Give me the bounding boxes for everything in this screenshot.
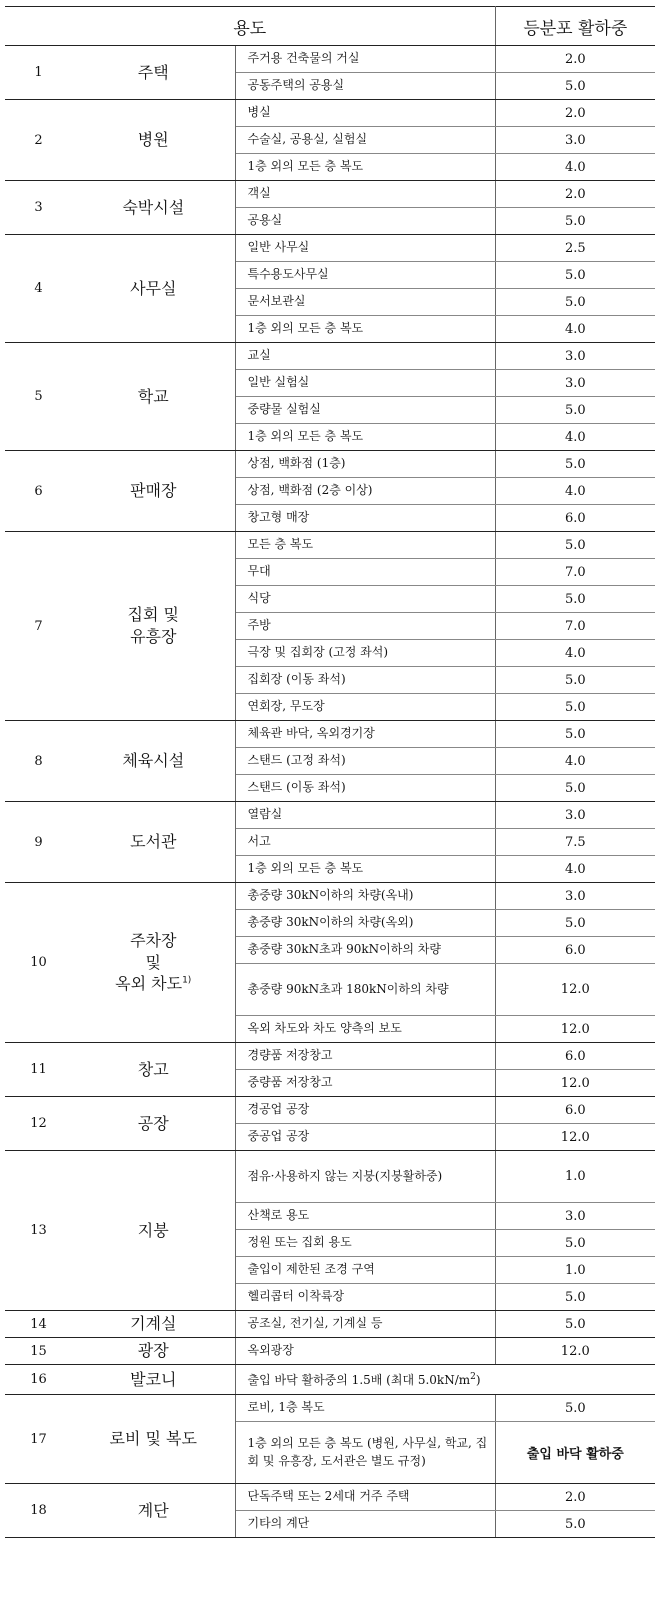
load-value: 1.0 — [495, 1151, 655, 1203]
group-name-text: 판매장 — [130, 481, 177, 501]
use-cell: 상점, 백화점 (1층) — [235, 451, 495, 478]
table-row — [5, 721, 655, 748]
row-number: 3 — [5, 181, 72, 235]
row-number: 6 — [5, 451, 72, 532]
wide-text: 출입 바닥 활하중의 1.5배 (최대 5.0kN/m — [247, 1373, 471, 1387]
use-cell: 1층 외의 모든 층 복도 — [235, 424, 495, 451]
table-header — [5, 7, 655, 46]
load-value: 4.0 — [495, 478, 655, 505]
use-cell: 중량물 실험실 — [235, 397, 495, 424]
load-value: 7.5 — [495, 829, 655, 856]
load-value: 12.0 — [495, 964, 655, 1016]
use-cell: 경량품 저장창고 — [235, 1043, 495, 1070]
use-cell: 총중량 30kN초과 90kN이하의 차량 — [235, 937, 495, 964]
load-value: 3.0 — [495, 1203, 655, 1230]
group-name — [72, 100, 235, 181]
load-value: 3.0 — [495, 883, 655, 910]
group-name — [72, 1338, 235, 1365]
use-cell: 무대 — [235, 559, 495, 586]
load-value: 5.0 — [495, 73, 655, 100]
group-name — [72, 1311, 235, 1338]
load-value: 7.0 — [495, 559, 655, 586]
group-name-text: 주택 — [137, 62, 169, 82]
load-value: 5.0 — [495, 694, 655, 721]
row-number: 14 — [5, 1311, 72, 1338]
use-cell: 주방 — [235, 613, 495, 640]
use-cell: 옥외 차도와 차도 양측의 보도 — [235, 1016, 495, 1043]
row-number: 15 — [5, 1338, 72, 1365]
group-name-text: 사무실 — [130, 278, 177, 298]
table-body — [5, 46, 655, 1538]
row-number: 13 — [5, 1151, 72, 1311]
load-value: 3.0 — [495, 127, 655, 154]
row-number: 7 — [5, 532, 72, 721]
table-row — [5, 235, 655, 262]
group-name-text: 학교 — [137, 386, 169, 406]
group-name — [72, 721, 235, 802]
use-cell: 모든 층 복도 — [235, 532, 495, 559]
load-value: 2.0 — [495, 1484, 655, 1511]
use-cell: 정원 또는 집회 용도 — [235, 1230, 495, 1257]
use-cell: 공동주택의 공용실 — [235, 73, 495, 100]
load-value: 5.0 — [495, 1230, 655, 1257]
load-value: 6.0 — [495, 505, 655, 532]
table-row — [5, 1311, 655, 1338]
load-value: 6.0 — [495, 1097, 655, 1124]
wide-text-end: ) — [475, 1373, 481, 1387]
load-value: 3.0 — [495, 370, 655, 397]
load-value: 5.0 — [495, 775, 655, 802]
load-value: 4.0 — [495, 316, 655, 343]
use-cell: 공조실, 전기실, 기계실 등 — [235, 1311, 495, 1338]
group-name-text: 주차장 및 옥외 차도 — [115, 931, 183, 994]
group-name-text: 지붕 — [137, 1220, 169, 1240]
row-number: 9 — [5, 802, 72, 883]
use-cell: 스탠드 (고정 좌석) — [235, 748, 495, 775]
header-use: 용도 — [5, 7, 495, 46]
use-cell: 1층 외의 모든 층 복도 — [235, 316, 495, 343]
load-value: 5.0 — [495, 208, 655, 235]
use-cell: 중공업 공장 — [235, 1124, 495, 1151]
load-value: 5.0 — [495, 1511, 655, 1538]
table-row — [5, 451, 655, 478]
use-cell: 산책로 용도 — [235, 1203, 495, 1230]
load-value: 3.0 — [495, 343, 655, 370]
group-name — [72, 235, 235, 343]
load-value: 5.0 — [495, 397, 655, 424]
footnote-marker: 1) — [182, 975, 192, 986]
group-name — [72, 1097, 235, 1151]
group-name — [72, 883, 235, 1043]
wide-superscript: 2 — [470, 1372, 476, 1382]
group-name — [72, 802, 235, 883]
wide-cell — [235, 1365, 655, 1395]
load-value: 2.5 — [495, 235, 655, 262]
use-cell: 공용실 — [235, 208, 495, 235]
group-name — [72, 451, 235, 532]
load-value: 5.0 — [495, 1311, 655, 1338]
group-name — [72, 46, 235, 100]
use-cell: 식당 — [235, 586, 495, 613]
load-value: 4.0 — [495, 154, 655, 181]
use-cell: 상점, 백화점 (2층 이상) — [235, 478, 495, 505]
load-value: 5.0 — [495, 1284, 655, 1311]
load-value: 4.0 — [495, 748, 655, 775]
use-cell: 주거용 건축물의 거실 — [235, 46, 495, 73]
group-name-text: 창고 — [137, 1059, 169, 1079]
load-value: 7.0 — [495, 613, 655, 640]
use-cell: 헬리콥터 이착륙장 — [235, 1284, 495, 1311]
use-cell: 로비, 1층 복도 — [235, 1395, 495, 1422]
load-value: 4.0 — [495, 640, 655, 667]
load-value: 12.0 — [495, 1338, 655, 1365]
row-number: 17 — [5, 1395, 72, 1484]
group-name-text: 집회 및 유흥장 — [127, 605, 179, 646]
use-cell: 체육관 바닥, 옥외경기장 — [235, 721, 495, 748]
use-cell: 연회장, 무도장 — [235, 694, 495, 721]
table-row — [5, 532, 655, 559]
use-cell: 옥외광장 — [235, 1338, 495, 1365]
group-name — [72, 1043, 235, 1097]
use-cell: 경공업 공장 — [235, 1097, 495, 1124]
load-value: 5.0 — [495, 262, 655, 289]
load-value: 5.0 — [495, 1395, 655, 1422]
load-value: 5.0 — [495, 910, 655, 937]
header-load: 등분포 활하중 — [495, 7, 655, 46]
use-cell: 열람실 — [235, 802, 495, 829]
row-number: 12 — [5, 1097, 72, 1151]
row-number: 11 — [5, 1043, 72, 1097]
use-cell: 창고형 매장 — [235, 505, 495, 532]
group-name-text: 숙박시설 — [122, 197, 185, 217]
use-cell: 병실 — [235, 100, 495, 127]
use-cell: 문서보관실 — [235, 289, 495, 316]
table-row — [5, 343, 655, 370]
load-value: 2.0 — [495, 181, 655, 208]
group-name-text: 광장 — [137, 1341, 169, 1361]
use-cell: 특수용도사무실 — [235, 262, 495, 289]
group-name-text: 병원 — [137, 130, 169, 150]
group-name — [72, 343, 235, 451]
row-number: 2 — [5, 100, 72, 181]
row-number: 16 — [5, 1365, 72, 1395]
use-cell: 일반 사무실 — [235, 235, 495, 262]
use-cell: 1층 외의 모든 층 복도 — [235, 856, 495, 883]
use-cell: 점유·사용하지 않는 지붕(지붕활하중) — [235, 1151, 495, 1203]
use-cell: 극장 및 집회장 (고정 좌석) — [235, 640, 495, 667]
group-name — [72, 1151, 235, 1311]
group-name-text: 도서관 — [130, 832, 177, 852]
load-value: 3.0 — [495, 802, 655, 829]
row-number: 10 — [5, 883, 72, 1043]
use-cell: 출입이 제한된 조경 구역 — [235, 1257, 495, 1284]
load-value: 5.0 — [495, 532, 655, 559]
load-value: 12.0 — [495, 1070, 655, 1097]
use-cell: 기타의 계단 — [235, 1511, 495, 1538]
table-row — [5, 1097, 655, 1124]
live-load-table — [5, 6, 655, 1538]
table-row — [5, 181, 655, 208]
group-name — [72, 181, 235, 235]
load-value: 5.0 — [495, 586, 655, 613]
row-number: 8 — [5, 721, 72, 802]
load-value: 12.0 — [495, 1124, 655, 1151]
table-row — [5, 100, 655, 127]
use-cell: 수술실, 공용실, 실험실 — [235, 127, 495, 154]
load-value: 출입 바닥 활하중 — [495, 1422, 655, 1484]
load-value: 6.0 — [495, 1043, 655, 1070]
load-value: 4.0 — [495, 856, 655, 883]
table-row — [5, 1395, 655, 1422]
table-row — [5, 46, 655, 73]
load-value: 4.0 — [495, 424, 655, 451]
load-value: 1.0 — [495, 1257, 655, 1284]
group-name-text: 계단 — [137, 1500, 169, 1520]
load-value: 5.0 — [495, 289, 655, 316]
row-number: 5 — [5, 343, 72, 451]
use-cell: 중량품 저장창고 — [235, 1070, 495, 1097]
group-name — [72, 1395, 235, 1484]
row-number: 1 — [5, 46, 72, 100]
use-cell: 총중량 30kN이하의 차량(옥외) — [235, 910, 495, 937]
load-value: 12.0 — [495, 1016, 655, 1043]
use-cell: 교실 — [235, 343, 495, 370]
group-name-text: 기계실 — [130, 1314, 177, 1334]
load-value: 5.0 — [495, 721, 655, 748]
group-name — [72, 532, 235, 721]
group-name — [72, 1484, 235, 1538]
table-row — [5, 1338, 655, 1365]
use-cell: 1층 외의 모든 층 복도 (병원, 사무실, 학교, 집회 및 유흥장, 도서관은 별도 규정) — [235, 1422, 495, 1484]
row-number: 4 — [5, 235, 72, 343]
use-cell: 서고 — [235, 829, 495, 856]
use-cell: 총중량 30kN이하의 차량(옥내) — [235, 883, 495, 910]
table-row — [5, 1151, 655, 1203]
group-name-text: 로비 및 복도 — [109, 1429, 197, 1449]
use-cell: 총중량 90kN초과 180kN이하의 차량 — [235, 964, 495, 1016]
table-row — [5, 1365, 655, 1395]
group-name: 발코니 — [72, 1365, 235, 1395]
load-value: 5.0 — [495, 451, 655, 478]
table-row — [5, 1484, 655, 1511]
load-value: 2.0 — [495, 100, 655, 127]
use-cell: 1층 외의 모든 층 복도 — [235, 154, 495, 181]
table-row — [5, 883, 655, 910]
group-name-text: 체육시설 — [122, 751, 185, 771]
use-cell: 단독주택 또는 2세대 거주 주택 — [235, 1484, 495, 1511]
row-number: 18 — [5, 1484, 72, 1538]
use-cell: 집회장 (이동 좌석) — [235, 667, 495, 694]
group-name-text: 공장 — [137, 1113, 169, 1133]
use-cell: 스탠드 (이동 좌석) — [235, 775, 495, 802]
load-value: 5.0 — [495, 667, 655, 694]
use-cell: 객실 — [235, 181, 495, 208]
table-row — [5, 1043, 655, 1070]
load-value: 6.0 — [495, 937, 655, 964]
table-row — [5, 802, 655, 829]
load-value: 2.0 — [495, 46, 655, 73]
use-cell: 일반 실험실 — [235, 370, 495, 397]
